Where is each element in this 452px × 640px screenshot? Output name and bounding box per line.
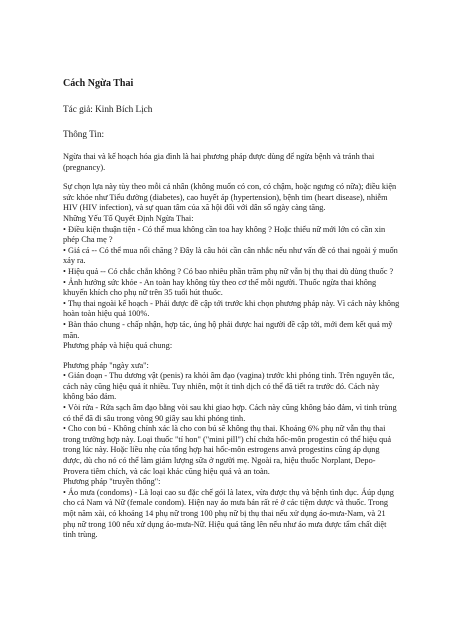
factors-heading: Những Yếu Tố Quyết Định Ngừa Thai: xyxy=(63,213,194,223)
factor-item: • Ảnh hưởng sức khỏe - An toàn hay không tùy theo cơ thể mỗi người. Thuốc ngừa thai không khuyến khích cho phụ nữ trên 35 tuổi hút thuốc. xyxy=(63,277,377,298)
document-title: Cách Ngừa Thai xyxy=(63,78,134,89)
methods-heading: Phương pháp và hiệu quả chung: xyxy=(63,341,173,351)
factor-item: • Giá cả -- Có thể mua nổi chăng ? Đây là câu hỏi cần cân nhắc nếu như vấn đề có thai ngoài ý muốn xảy ra. xyxy=(63,245,398,266)
choice-paragraph: Sự chọn lựa này tùy theo mỗi cá nhân (không muốn có con, có chậm, hoặc ngưng có nữa); điều kiện sức khỏe như Tiểu đường (diabetes), cao huyết áp (hypertension), bệnh tim (heart disease), nhiễm HIV (HIV infection), và sự quan tâm của xã hội đối với dân số ngày càng tăng. xyxy=(63,182,397,213)
old-method-item: • Vòi rửa - Rửa sạch âm đạo bằng vòi sau khi giao hợp. Cách này cũng không bảo đảm, vì tinh trùng có thể đã đi sâu trong vòng 90 giây sau khi phóng tinh. xyxy=(63,403,397,423)
factor-item: • Điều kiện thuận tiện - Có thể mua không cần toa hay không ? Hoặc thiếu nữ mới lớn có cần xin phép Cha mẹ ? xyxy=(63,224,386,245)
intro-paragraph: Ngừa thai và kế hoạch hóa gia đình là hai phương pháp được dùng để ngừa bệnh và tránh thai (pregnancy). xyxy=(63,152,375,172)
info-heading: Thông Tin: xyxy=(63,129,105,139)
factor-item: • Thụ thai ngoài kế hoạch - Phải được đề cập tới trước khi chọn phương pháp này. Vì cách này không hoàn toàn hiệu quả 100%. xyxy=(63,298,400,319)
section-gap xyxy=(63,352,400,361)
old-methods-heading: Phương pháp "ngày xưa": xyxy=(63,360,149,370)
traditional-item: • Áo mưa (condoms) - Là loại cao su đặc chế gói là latex, vừa được thụ và bệnh tình dục. Áúp dụng cho cả Nam và Nữ (female condom). Hiện nay áo mưa bán rất rẻ ở các tiệm dược và thuốc. Trong một năm xài, có khoảng 14 phụ nữ trong 100 phụ nữ bị thụ thai nếu xử dụng áo-mưa-Nam, và 21 phụ nữ trong 100 nếu xử dụng áo-mưa-Nữ. Hiệu quả tăng lên nếu như áo mưa được tẩm chất diệt tinh trùng. xyxy=(63,487,394,540)
old-method-item: • Gián đoạn - Thu dương vật (penis) ra khỏi âm đạo (vagina) trước khi phóng tinh. Trên nguyên tắc, cách này cũng hiệu quả ít nhiều. Tuy nhiên, một ít tinh dịch có thể đã tiết ra trước đó. Cách này không bảo đảm. xyxy=(63,371,395,402)
factor-item: • Hiệu quả -- Có chắc chắn không ? Có bao nhiêu phần trăm phụ nữ vẫn bị thụ thai dù dùng thuốc ? xyxy=(63,266,394,276)
traditional-heading: Phương pháp "truyền thống": xyxy=(63,477,161,487)
old-method-item: • Cho con bú - Không chính xác là cho con bú sẽ không thụ thai. Khoảng 6% phụ nữ vẫn thụ thai trong trường hợp này. Loại thuốc "tí hon" ("mini pill") chỉ chứa hốc-môn progestin có thể hiệu quả trong lúc này. Hoặc liều nhẹ của tổng hợp hai hốc-môn estrogens anvà progestins cũng áp dụng được, dù cho nó có thể làm giảm lượng sữa ở người mẹ. Ngoài ra, hiệu thuốc Norplant, Depo-Provera tiêm chích, và các loại khác cũng hiệu quả và an toàn. xyxy=(63,424,392,476)
factor-item: • Bàn thảo chung - chấp nhận, hợp tác, ủng hộ phải được hai người đề cập tới, mới đem kết quả mỹ mãn. xyxy=(63,319,393,340)
author-line: Tác giả: Kinh Bích Lịch xyxy=(63,104,153,114)
